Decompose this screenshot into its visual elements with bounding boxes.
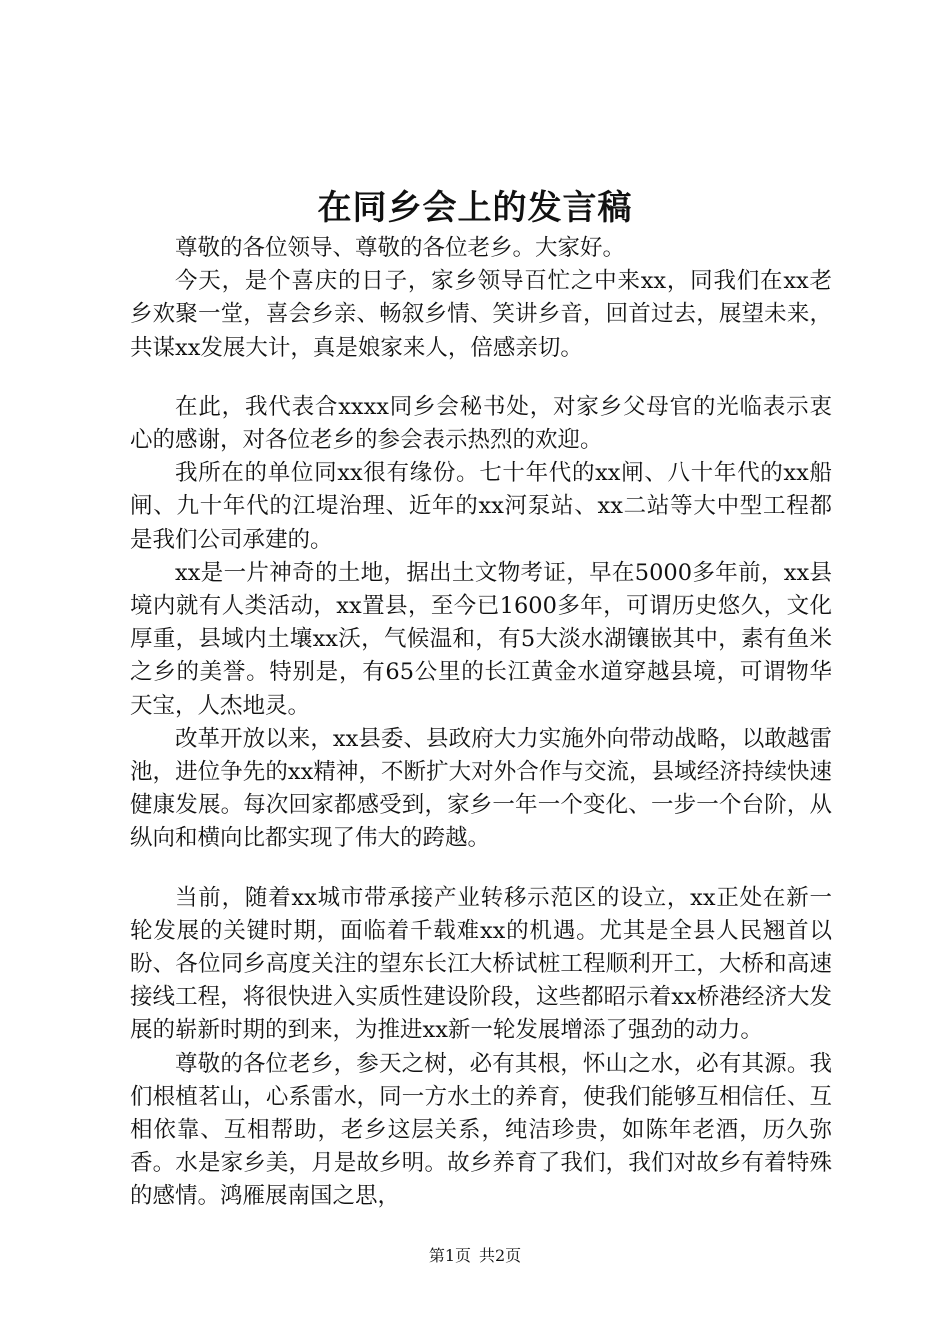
paragraph-thanks: 在此，我代表合xxxx同乡会秘书处，对家乡父母官的光临表示衷心的感谢，对各位老乡的参会表示热烈的欢迎。 [130, 393, 832, 454]
paragraph-greeting: 尊敬的各位领导、尊敬的各位老乡。大家好。 [175, 235, 626, 261]
paragraph-closing: 尊敬的各位老乡，参天之树，必有其根，怀山之水，必有其源。我们根植茗山，心系雷水，同一方水土的养育，使我们能够互相信任、互相依靠、互相帮助，老乡这层关系，纯洁珍贵，如陈年老酒，历久弥香。水是家乡美，月是故乡明。故乡养育了我们，我们对故乡有着特殊的感情。鸿雁展南国之思， [130, 1050, 832, 1210]
page-footer [0, 1245, 950, 1267]
paragraph-reform: 改革开放以来，xx县委、县政府大力实施外向带动战略，以敢越雷池，进位争先的xx精神，不断扩大对外合作与交流，县域经济持续快速健康发展。每次回家都感受到，家乡一年一个变化、一步一个台阶，从纵向和横向比都实现了伟大的跨越。 [130, 725, 832, 852]
paragraph-company: 我所在的单位同xx很有缘份。七十年代的xx闸、八十年代的xx船闸、九十年代的江堤治理、近年的xx河泵站、xx二站等大中型工程都是我们公司承建的。 [130, 460, 832, 553]
paragraph-current: 当前，随着xx城市带承接产业转移示范区的设立，xx正处在新一轮发展的关键时期，面临着千载难xx的机遇。尤其是全县人民翘首以盼、各位同乡高度关注的望东长江大桥试桩工程顺利开工，大桥和高速接线工程，将很快进入实质性建设阶段，这些都昭示着xx桥港经济大发展的崭新时期的到来，为推进xx新一轮发展增添了强劲的动力。 [130, 884, 832, 1044]
page-number: 第1页 [428, 1246, 471, 1265]
document-body [130, 232, 832, 1214]
paragraph-history: xx是一片神奇的土地，据出土文物考证，早在5000多年前，xx县境内就有人类活动，xx置县，至今已1600多年，可谓历史悠久，文化厚重，县域内土壤xx沃，气候温和，有5大淡水湖镶嵌其中，素有鱼米之乡的美誉。特别是，有65公里的长江黄金水道穿越县境，可谓物华天宝，人杰地灵。 [130, 559, 832, 719]
document-title: 在同乡会上的发言稿 [317, 188, 633, 228]
paragraph-opening: 今天，是个喜庆的日子，家乡领导百忙之中来xx，同我们在xx老乡欢聚一堂，喜会乡亲、畅叙乡情、笑讲乡音，回首过去，展望未来，共谋xx发展大计，真是娘家来人，倍感亲切。 [130, 268, 832, 361]
page-total: 共2页 [479, 1246, 522, 1265]
